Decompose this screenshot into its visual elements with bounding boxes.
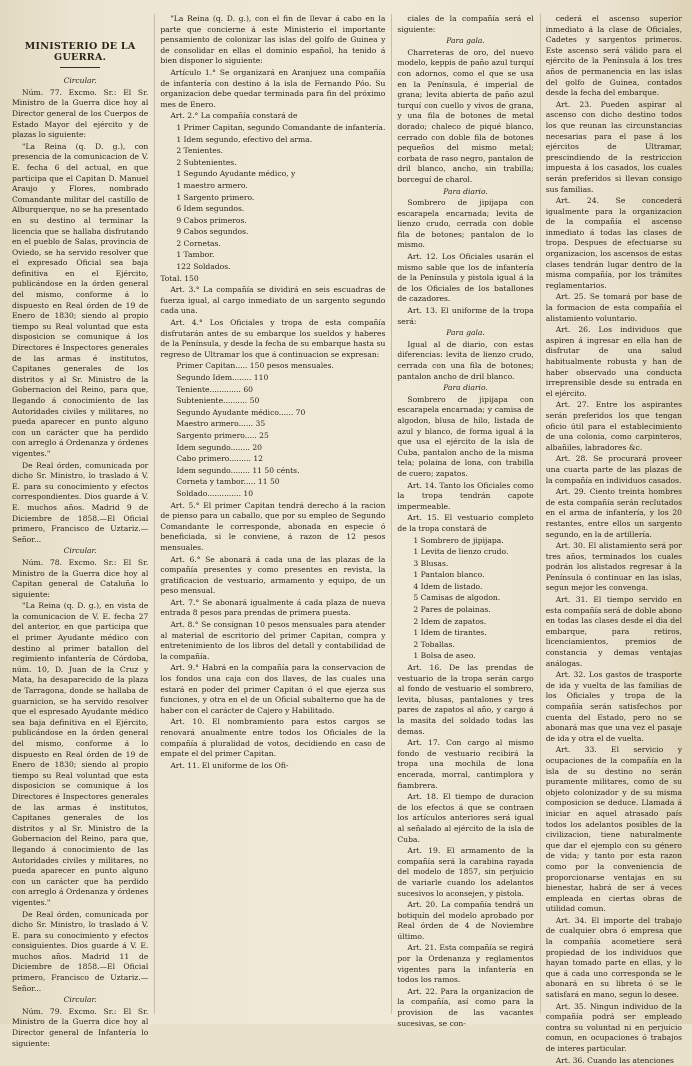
list-item: Idem segundo........ 11 50 cénts. [176, 465, 300, 475]
section-heading: MINISTERIO DE LA GUERRA. [24, 41, 136, 63]
paragraph: Art. 13. El uniforme de la tropa será: [397, 306, 534, 326]
list-item: Cabo primero......... 12 [176, 454, 263, 464]
list-item: 1 Segundo Ayudante médico, y [176, 169, 296, 179]
paragraph: Art. 23. Pueden aspirar al ascenso con dicho destino todos los que reunan las circunstancias necesarias para el pase á los ejércitos de Ultramar, prescindiendo de la restriccion impuesta á los casados, los cuales serán preferidos si llevan consigo sus familias. [545, 99, 682, 194]
list-item: 4 Idem de listado. [413, 581, 483, 591]
paragraph: ciales de la compañía será el siguiente: [397, 14, 534, 34]
paragraph: Art. 3.° La compañía se dividirá en seis escuadras de fuerza igual, al cargo inmediato de un sargento segundo cada una. [160, 285, 386, 316]
list-item: 2 Pares de polainas. [413, 605, 491, 615]
list-item: 1 Idem segundo, efectivo del arma. [176, 134, 313, 144]
paragraph: Art. 10. El nombramiento para estos cargos se renovará anualmente entre todos los Oficiales de la compañía á pluralidad de votos, decidiendo en caso de empate el del primer Capitan. [160, 717, 386, 759]
paragraph: Art. 4.° Los Oficiales y tropa de esta compañía disfrutarán antes de su embarque los sueldos y haberes de la Península, y desde la fecha de su embarque hasta su regreso de Ultramar los que á continuacion se expresan: [160, 318, 386, 359]
paragraph: De Real órden, comunicada por dicho Sr. Ministro, lo traslado á V. E. para su conocimiento y efectos correspondientes. Dios guarde á V. E. muchos años. Madrid 9 de Diciembre de 1858.—El Oficial primero, Francisco de Uztariz.—Señor... [12, 460, 149, 544]
list-item: 9 Cabos primeros. [176, 215, 247, 225]
paragraph: Art. 33. El servicio y ocupaciones de la compañía en la isla de su destino no serán puramente militares, como de su objeto colonizador y de su misma composicion se deduce. Llamada á iniciar en aquel atrasado país todos los adelantos posibles de la civilizacion, tiene naturalmente que dar el ejemplo con su género de vida; y tanto por esta razon como por la conveniencia de proporcionarse ventajas en su bienestar, habrá de ser á veces empleada en ciertas obras de utilidad comun. [545, 745, 682, 914]
column-3 [391, 14, 534, 1028]
list-item: 1 Sargento primero. [176, 192, 255, 202]
paragraph: Art. 24. Se concederá igualmente para la organizacion de la compañía el ascenso inmediato á todas las clases de tropa. Despues de efectuarse su organizacion, los ascensos de estas clases tendrán lugar dentro de la misma compañía, por los trámites reglamentarios. [545, 196, 682, 290]
paragraph: Art. 34. El importe del trabajo de cualquier obra ó empresa que la compañía acometiere será propiedad de los individuos que hayan tomado parte en ellas, y lo que á cada uno corresponda se le abonará en su libreta ó se le satisfará en mano, segun lo desee. [545, 915, 682, 1000]
paragraph: Art. 16. De las prendas de vestuario de la tropa serán cargo al fondo de vestuario el sombrero, levita, blusas, pantalones y tres pares de zapatos al año, y cargo á la masita del soldado todas las demas. [397, 663, 534, 736]
paragraph: Art. 20. La compañía tendrá un botiquín del modelo aprobado por Real órden de 4 de Noviembre último. [397, 900, 534, 941]
paragraph: Art. 31. El tiempo servido en esta compañía será de doble abono en todas las clases desde el dia del embarque, para retiros, licenciamientos, premios de constancia y demas ventajas análogas. [545, 595, 682, 668]
subsection-title: Circular. [63, 76, 97, 86]
list-item: 6 Idem segundos. [176, 204, 245, 214]
paragraph: Art. 32. Los gastos de trasporte de ida y vuelta de las familias de los Oficiales y tropa de la compañía serán satisfechos por cuenta del Estado, pero no se abonará mas que una vez el pasaje de ida y otra el de vuelta. [545, 670, 682, 743]
column-1 [12, 14, 149, 1048]
subsection-title: Para diario. [443, 383, 488, 393]
list-item: 2 Toballas. [413, 639, 455, 649]
paragraph: Art. 29. Ciento treinta hombres de esta compañía serán reclutados en el arma de infantería, y los 20 restantes, entre ellos un sargento segundo, en la de artillería. [545, 487, 682, 539]
subsection-title: Para gala. [446, 36, 485, 46]
paragraph: Sombrero de jipijapa con escarapela encarnada; levita de lienzo crudo, cerrada con doble fila de botones; pantalon de lo mismo. [397, 198, 534, 250]
paragraph: Art. 26. Los individuos que aspiren á ingresar en ella han de disfrutar de una salud habitualmente robusta y han de haber observado una conducta irreprensible desde su entrada en el ejército. [545, 325, 682, 398]
list-item: Segundo Idem........ 110 [176, 373, 269, 382]
list-item: Maestro armero...... 35 [176, 419, 266, 429]
list-item: 2 Tenientes. [176, 146, 224, 156]
paragraph: Art. 12. Los Oficiales usarán el mismo sable que los de infantería de la Península y pistola igual á la de los Oficiales de los batallones de cazadores. [397, 252, 534, 304]
list-item: Primer Capitan..... 150 pesos mensuales. [176, 361, 334, 371]
list-item: 1 Primer Capitan, segundo Comandante de infantería. [176, 122, 386, 132]
list-item: 2 Idem de zapatos. [413, 616, 487, 626]
list-item: Soldado.............. 10 [176, 488, 254, 498]
paragraph: De Real órden, comunicada por dicho Sr. Ministro, lo traslado á V. E. para su conocimiento y efectos consiguientes. Dios guarde á V. E. muchos años. Madrid 11 de Diciembre de 1858.—El Oficial primero, Francisco de Uztariz.—Señor... [12, 909, 149, 993]
paragraph: Art. 9.° Habrá en la compañía para la conservacion de los fondos una caja con dos llaves, de las cuales una estará en poder del primer Capitan ó el que ejerza sus funciones, y otra en el de un Oficial subalterno que ha de haber con el carácter de Cajero y Habilitado. [160, 663, 386, 715]
columns [12, 14, 682, 1065]
list-item: 9 Cabos segundos. [176, 227, 249, 237]
list-item: 1 Bolsa de aseo. [413, 651, 476, 661]
paragraph: cederá el ascenso superior inmediato á la clase de Oficiales, Cadetes y sargentos primeros. Este ascenso será válido para el ejército de la Península á los tres años de permanencia en las islas del golfo de Guinea, contados desde la fecha del embarque. [545, 14, 682, 98]
column-4 [540, 14, 682, 1065]
paragraph: Art. 30. El alistamiento será por tres años, terminados los cuales podrán los alistados regresar á la Península ó continuar en las islas, segun mejor les convenga. [545, 541, 682, 593]
paragraph: Art. 7.° Se abonará igualmente á cada plaza de nueva entrada 8 pesos para prendas de primera puesta. [160, 597, 386, 618]
paragraph: Art. 11. El uniforme de los Ofi- [170, 760, 289, 770]
paragraph: "La Reina (q. D. g.), con el fin de llevar á cabo en la parte que concierne á este Ministerio el importante pensamiento de colonizar las islas del golfo de Guinea y de consolidar en ellas el dominio español, ha tenido á bien disponer lo siguiente: [160, 14, 386, 66]
list-item: Segundo Ayudante médico...... 70 [176, 407, 306, 417]
list-item: Idem segundo........ 20 [176, 442, 263, 452]
list-item: 2 Subtenientes. [176, 157, 237, 167]
list-item: 1 maestro armero. [176, 180, 248, 190]
paragraph: Art. 14. Tanto los Oficiales como la tropa tendrán capote impermeable. [397, 480, 534, 511]
subsection-title: Para diario. [443, 186, 488, 196]
list-item: Corneta y tambor..... 11 50 [176, 477, 280, 487]
heading-rule [60, 67, 100, 68]
subsection-title: Para gala. [446, 328, 485, 338]
paragraph: Art. 19. El armamento de la compañía será la carabina rayada del modelo de 1857, sin perjuicio de variarle cuando los adelantos sucesivos lo aconsejen, y pistola. [397, 846, 534, 898]
paragraph: Art. 25. Se tomará por base de la formacion de esta compañía el alistamiento voluntario. [545, 292, 682, 323]
column-2 [154, 14, 385, 1014]
paragraph: Art. 5.° El primer Capitan tendrá derecho á la racion de pienso para un caballo, que por su empleo de Segundo Comandante le corresponde, abonada en especie ó beneficiada, si le conviene, á razon de 12 pesos mensuales. [160, 500, 386, 552]
list-item: 1 Pantalon blanco. [413, 570, 485, 580]
paragraph: Sombrero de jipijapa con escarapela encarnada; y camisa de algodon, blusa de hilo, listada de azul y blanco, de forma igual á la que usa el ejército de la isla de Cuba, pantalon ancho de la misma tela; polaina de lona, con trabilla de cuero; zapatos. [397, 394, 534, 478]
paragraph: Art. 22. Para la organizacion de la compañía, así como para la provision de las vacantes sucesivas, se con- [397, 986, 534, 1028]
list-item: 3 Blusas. [413, 558, 449, 568]
subsection-title: Circular. [63, 546, 97, 556]
list-item: 2 Cornetas. [176, 238, 221, 248]
paragraph: Núm. 79. Excmo. Sr.: El Sr. Ministro de la Guerra dice hoy al Director general de Infantería lo siguiente: [12, 1006, 149, 1048]
list-item: Sargento primero..... 25 [176, 430, 269, 440]
paragraph: Art. 18. El tiempo de duracion de los efectos á que se contraen los artículos anteriores será igual al señalado al ejército de la isla de Cuba. [397, 792, 534, 844]
subsection-title: Circular. [63, 995, 97, 1005]
total-line: Total. 150 [160, 273, 199, 283]
paragraph: Charreteras de oro, del nuevo modelo, keppis de paño azul turquí con adornos, como el que se usa en la Península, é imperial de grana; levita abierta de paño azul turquí con cuello y vivos de grana, y una fila de botones de metal dorado; chaleco de piqué blanco, cerrado con doble fila de botones pequeños del mismo metal; corbata de raso negro, pantalon de dril blanco, ancho, sin trabilla; borceguí de charol. [397, 47, 534, 184]
paragraph: Art. 21. Esta compañía se regirá por la Ordenanza y reglamentos vigentes para la infantería en todos los ramos. [397, 943, 534, 985]
paragraph: Núm. 77. Excmo. Sr.: El Sr. Ministro de la Guerra dice hoy al Director general de los Cuerpos de Estado Mayor del ejército y de plazas lo siguiente: [12, 87, 149, 140]
paragraph: Art. 28. Se procurará proveer una cuarta parte de las plazas de la compañía en individuos casados. [545, 454, 682, 485]
list-item: 1 Levita de lienzo crudo. [413, 547, 509, 557]
paragraph: Artículo 1.° Se organizará en Aranjuez una compañía de infantería con destino á la isla de Fernando Póo. Su organizacion debe quedar terminada para fin del próximo mes de Enero. [160, 67, 386, 109]
paragraph: "La Reina (q. D. g.), con presencia de la comunicacion de V. E. fecha 6 del actual, en que participa que el Capitan D. Manuel Araujo y Flores, nombrado Comandante militar del castillo de Alburquerque, no se ha presentado en su destino al terminar la licencia que se hallaba disfrutando en el pueblo de Salas, provincia de Oviedo, se ha servido resolver que el expresado Oficial sea baja definitiva en el Ejército, publicándose en la órden general del mismo, conforme á lo dispuesto en Real órden de 19 de Enero de 1830; siendo al propio tiempo su Real voluntad que esta disposicion se comunique á los Directores é Inspectores generales de las armas é institutos, Capitanes generales de los distritos y al Sr. Ministro de la Gobernacion del Reino, para que, llegando á conocimiento de las Autoridades civiles y militares, no pueda aparecer en punto alguno con un carácter que ha perdido con arreglo á Ordenanza y órdenes vigentes." [12, 141, 149, 458]
paragraph: Art. 27. Entre los aspirantes serán preferidos los que tengan oficio útil para el establecimiento de una colonia, como carpinteros, albañiles, labradores &c. [545, 400, 682, 452]
paragraph: "La Reina (q. D. g.), en vista de la comunicacion de V. E. fecha 27 del anterior, en que participa que el primer Ayudante médico con destino al primer batallon del regimiento infantería de Córdoba, núm. 10, D. Juan de la Cruz y Mata, ha desaparecido de la plaza de Tarragona, donde se hallaba de guarnicion, se ha servido resolver que el espresado Ayudante médico sea baja definitiva en el Ejército, publicándose en la órden general del mismo, conforme á lo dispuesto en Real órden de 19 de Enero de 1830; siendo al propio tiempo su Real voluntad que esta disposicion se comunique á los Directores é Inspectores generales de las armas é institutos, Capitanes generales de los distritos y al Sr. Ministro de la Gobernacion del Reino, para que, llegando á conocimiento de las Autoridades civiles y militares, no pueda aparecer en punto alguno con un carácter que ha perdido con arreglo á Ordenanza y órdenes vigentes." [12, 601, 149, 907]
paragraph: Art. 6.° Se abonará á cada una de las plazas de la compañía presentes y como presentes en revista, la gratificacion de vestuario, armamento y equipo, de un peso mensual. [160, 554, 386, 596]
paragraph: Igual al de diario, con estas diferencias: levita de lienzo crudo, cerrada con una fila de botones; pantalon ancho de dril blanco. [397, 339, 534, 381]
list-item: 1 Idem de tirantes. [413, 628, 487, 638]
list-item: 1 Tambor. [176, 250, 215, 260]
list-item: 5 Camisas de algodon. [413, 593, 501, 603]
list-item: 122 Soldados. [176, 262, 231, 272]
list-item: Teniente............. 60 [176, 384, 253, 394]
paragraph: Art. 15. El vestuario completo de la tropa constará de [397, 513, 534, 533]
paragraph: Art. 8.° Se consignan 10 pesos mensuales para atender al material de escritorio del primer Capitan, compra y entretenimiento de los libros del detall y contabilidad de la compañía. [160, 620, 386, 661]
paragraph: Art. 17. Con cargo al mismo fondo de vestuario recibirá la tropa una mochila de lona encerada, morral, cantimplora y fiambrera. [397, 738, 534, 790]
paragraph: Art. 36. Cuando las atenciones [555, 1055, 674, 1065]
paragraph: Art. 35. Ningun individuo de la compañía podrá ser empleado contra su voluntad ni en perjuicio comun, en ocupaciones ó trabajos de interes particular. [545, 1001, 682, 1053]
paragraph: Núm. 78. Excmo. Sr.: El Sr. Ministro de la Guerra dice hoy al Capitan general de Cataluña lo siguiente: [12, 557, 149, 599]
list-item: 1 Sombrero de jipijapa. [413, 535, 504, 545]
list-item: Subteniente.......... 50 [176, 396, 260, 406]
paragraph: Art. 2.° La compañía constará de [170, 111, 298, 121]
